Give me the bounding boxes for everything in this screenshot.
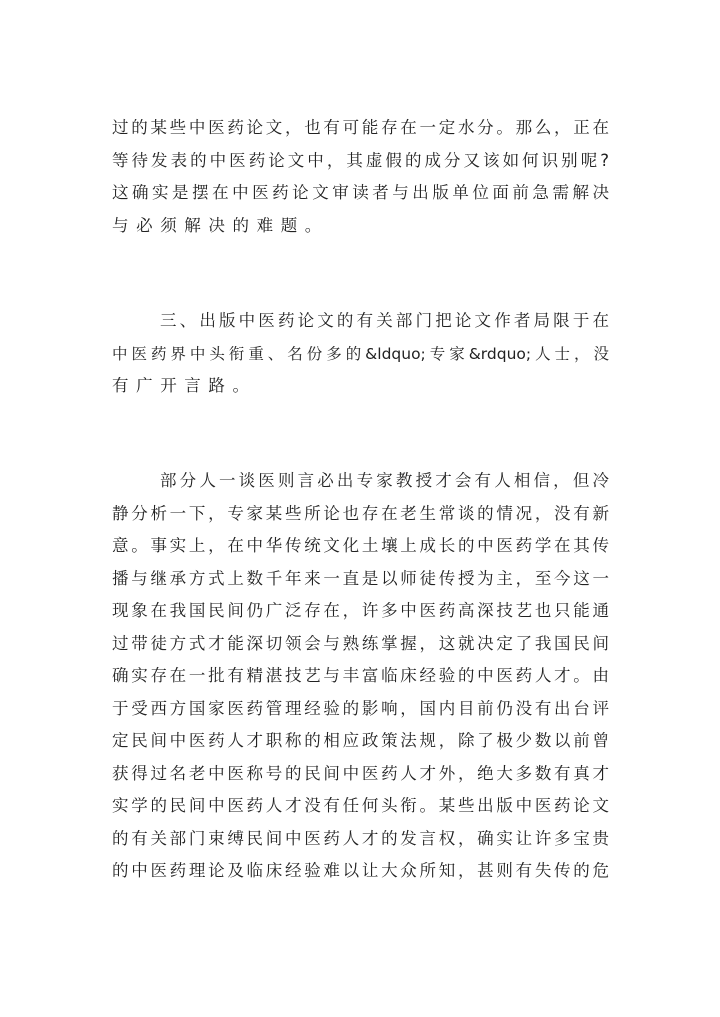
text-line: 的有关部门束缚民间中医药人才的发言权，确实让许多宝贵 (112, 828, 609, 848)
text-line: 过的某些中医药论文，也有可能存在一定水分。那么，正在 (112, 118, 609, 137)
text-line: 三、出版中医药论文的有关部门把论文作者局限于在 (160, 311, 609, 330)
text-line: 现象在我国民间仍广泛存在，许多中医药高深技艺也只能通 (112, 601, 609, 620)
text-line: 确实存在一批有精湛技艺与丰富临床经验的中医药人才。由 (112, 666, 609, 685)
text-line: 的中医药理论及临床经验难以让大众所知，甚则有失传的危 (112, 861, 609, 880)
section-heading-3 (112, 305, 609, 403)
text-line: 与必须解决的难题。 (112, 215, 329, 235)
paragraph-3 (112, 465, 609, 888)
text-line: 这确实是摆在中医药论文审读者与出版单位面前急需解决 (112, 183, 609, 202)
text-line: 过带徒方式才能深切领会与熟练掌握，这就决定了我国民间 (112, 633, 609, 653)
text-line: 于受西方国家医药管理经验的影响，国内目前仍没有出台评 (112, 698, 609, 718)
text-line: 等待发表的中医药论文中，其虚假的成分又该如何识别呢? (112, 150, 609, 170)
text-line: 获得过名老中医称号的民间中医药人才外，绝大多数有真才 (112, 763, 609, 783)
text-line: 定民间中医药人才职称的相应政策法规，除了极少数以前曾 (112, 731, 609, 750)
text-line: 播与继承方式上数千年来一直是以师徒传授为主，至今这一 (112, 568, 609, 588)
text-line: 实学的民间中医药人才没有任何头衔。某些出版中医药论文 (112, 796, 609, 815)
text-line: 部分人一谈医则言必出专家教授才会有人相信，但冷 (160, 471, 609, 490)
paragraph-1 (112, 112, 609, 242)
text-line: 中医药界中头衔重、名份多的&ldquo;专家&rdquo;人士，没 (112, 344, 609, 363)
text-line: 有广开言路。 (112, 376, 257, 395)
text-line: 静分析一下，专家某些所论也存在老生常谈的情况，没有新 (112, 503, 609, 523)
text-line: 意。事实上，在中华传统文化土壤上成长的中医药学在其传 (112, 536, 609, 555)
